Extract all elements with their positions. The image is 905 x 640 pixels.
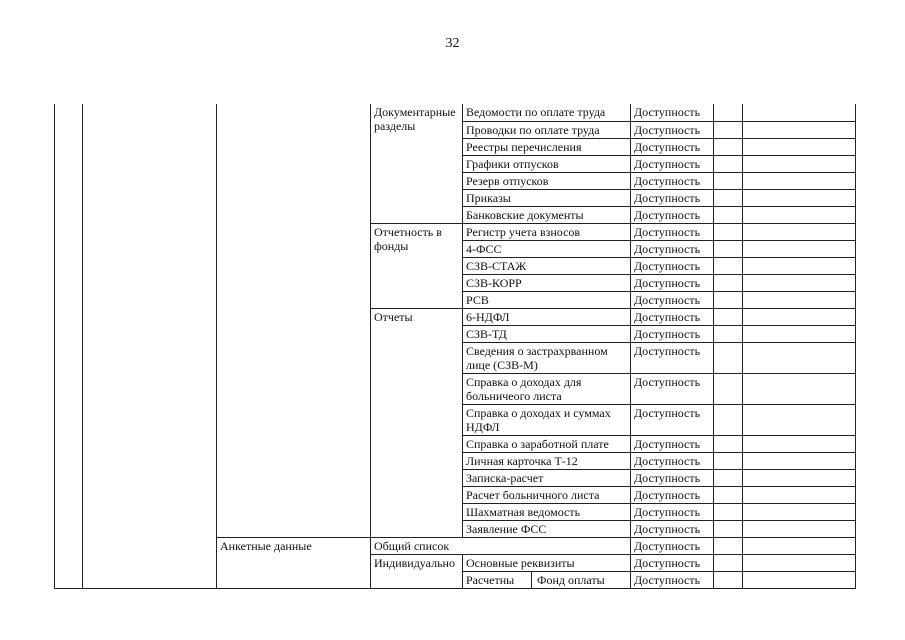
report-item: Справка о доходах для больничеого листа xyxy=(463,373,631,404)
access-level: Доступность xyxy=(631,373,714,404)
empty-cell xyxy=(743,486,856,503)
empty-cell xyxy=(714,520,743,537)
report-item: Проводки по оплате труда xyxy=(463,121,631,138)
empty-cell xyxy=(714,435,743,452)
margin-column-cell xyxy=(55,104,83,588)
empty-cell xyxy=(743,121,856,138)
access-level: Доступность xyxy=(631,520,714,537)
access-level: Доступность xyxy=(631,189,714,206)
report-item: Приказы xyxy=(463,189,631,206)
report-item: СЗВ-КОРР xyxy=(463,274,631,291)
access-level: Доступность xyxy=(631,503,714,520)
empty-cell xyxy=(743,274,856,291)
basic-requisites-label: Основные реквизиты xyxy=(463,554,631,571)
access-level: Доступность xyxy=(631,121,714,138)
number-column-cell xyxy=(83,104,217,588)
group-label: Отчеты xyxy=(371,308,463,537)
section-column-cell xyxy=(217,104,371,537)
empty-cell xyxy=(714,554,743,571)
empty-cell xyxy=(743,373,856,404)
report-item: Графики отпусков xyxy=(463,155,631,172)
empty-cell xyxy=(714,325,743,342)
table-row xyxy=(55,104,856,121)
empty-cell xyxy=(743,520,856,537)
empty-cell xyxy=(714,121,743,138)
report-item: Банковские документы xyxy=(463,206,631,223)
access-level: Доступность xyxy=(631,486,714,503)
empty-cell xyxy=(743,571,856,588)
settlements-label: Расчетны xyxy=(463,572,532,588)
empty-cell xyxy=(743,138,856,155)
group-label: Отчетность в фонды xyxy=(371,223,463,308)
report-item: СЗВ-ТД xyxy=(463,325,631,342)
section-label: Анкетные данные xyxy=(217,537,371,588)
access-level: Доступность xyxy=(631,469,714,486)
empty-cell xyxy=(714,206,743,223)
access-level: Доступность xyxy=(631,404,714,435)
report-item: Ведомости по оплате труда xyxy=(463,104,631,121)
access-level: Доступность xyxy=(631,308,714,325)
access-level: Доступность xyxy=(631,172,714,189)
report-item: Справка о заработной плате xyxy=(463,435,631,452)
group-label: Документарные разделы xyxy=(371,104,463,223)
access-level: Доступность xyxy=(631,554,714,571)
empty-cell xyxy=(743,189,856,206)
empty-cell xyxy=(743,155,856,172)
empty-cell xyxy=(743,469,856,486)
pay-fund-label: Фонд оплаты xyxy=(537,572,605,587)
empty-cell xyxy=(714,571,743,588)
empty-cell xyxy=(714,404,743,435)
empty-cell xyxy=(743,308,856,325)
access-level: Доступность xyxy=(631,274,714,291)
empty-cell xyxy=(714,291,743,308)
report-item: СЗВ-СТАЖ xyxy=(463,257,631,274)
empty-cell xyxy=(743,104,856,121)
report-item: 4-ФСС xyxy=(463,240,631,257)
report-item: Регистр учета взносов xyxy=(463,223,631,240)
empty-cell xyxy=(743,223,856,240)
report-item: Заявление ФСС xyxy=(463,520,631,537)
access-level: Доступность xyxy=(631,291,714,308)
empty-cell xyxy=(714,342,743,373)
empty-cell xyxy=(743,206,856,223)
report-item: Реестры перечисления xyxy=(463,138,631,155)
empty-cell xyxy=(714,537,743,554)
report-item: Расчет больничного листа xyxy=(463,486,631,503)
empty-cell xyxy=(743,325,856,342)
empty-cell xyxy=(743,240,856,257)
empty-cell xyxy=(743,503,856,520)
access-level: Доступность xyxy=(631,435,714,452)
empty-cell xyxy=(714,503,743,520)
report-item: Справка о доходах и суммах НДФЛ xyxy=(463,404,631,435)
table-body xyxy=(55,104,856,588)
access-level: Доступность xyxy=(631,537,714,554)
empty-cell xyxy=(743,172,856,189)
report-item: Сведения о застрахрванном лице (СЗВ-М) xyxy=(463,342,631,373)
report-item: РСВ xyxy=(463,291,631,308)
access-level: Доступность xyxy=(631,138,714,155)
empty-cell xyxy=(714,155,743,172)
empty-cell xyxy=(714,257,743,274)
empty-cell xyxy=(714,240,743,257)
empty-cell xyxy=(714,189,743,206)
page-number: 32 xyxy=(445,36,460,51)
individual-label: Индивидуально xyxy=(371,554,463,588)
empty-cell xyxy=(714,274,743,291)
empty-cell xyxy=(743,435,856,452)
empty-cell xyxy=(714,469,743,486)
empty-cell xyxy=(714,452,743,469)
report-item: Записка-расчет xyxy=(463,469,631,486)
report-item: Резерв отпусков xyxy=(463,172,631,189)
report-item: Личная карточка Т-12 xyxy=(463,452,631,469)
access-level: Доступность xyxy=(631,240,714,257)
access-level: Доступность xyxy=(631,452,714,469)
access-level: Доступность xyxy=(631,342,714,373)
access-level: Доступность xyxy=(631,571,714,588)
empty-cell xyxy=(743,291,856,308)
empty-cell xyxy=(714,138,743,155)
access-level: Доступность xyxy=(631,155,714,172)
empty-cell xyxy=(714,223,743,240)
empty-cell xyxy=(714,172,743,189)
access-rights-table xyxy=(54,104,856,589)
empty-cell xyxy=(743,452,856,469)
report-item: 6-НДФЛ xyxy=(463,308,631,325)
empty-cell xyxy=(714,104,743,121)
settlements-cell xyxy=(463,571,631,588)
access-level: Доступность xyxy=(631,223,714,240)
access-level: Доступность xyxy=(631,325,714,342)
general-list-label: Общий список xyxy=(371,537,631,554)
empty-cell xyxy=(714,486,743,503)
empty-cell xyxy=(714,308,743,325)
report-item: Шахматная ведомость xyxy=(463,503,631,520)
empty-cell xyxy=(743,257,856,274)
empty-cell xyxy=(714,373,743,404)
access-level: Доступность xyxy=(631,104,714,121)
access-level: Доступность xyxy=(631,206,714,223)
empty-cell xyxy=(743,342,856,373)
empty-cell xyxy=(743,554,856,571)
empty-cell xyxy=(743,537,856,554)
empty-cell xyxy=(743,404,856,435)
access-level: Доступность xyxy=(631,257,714,274)
